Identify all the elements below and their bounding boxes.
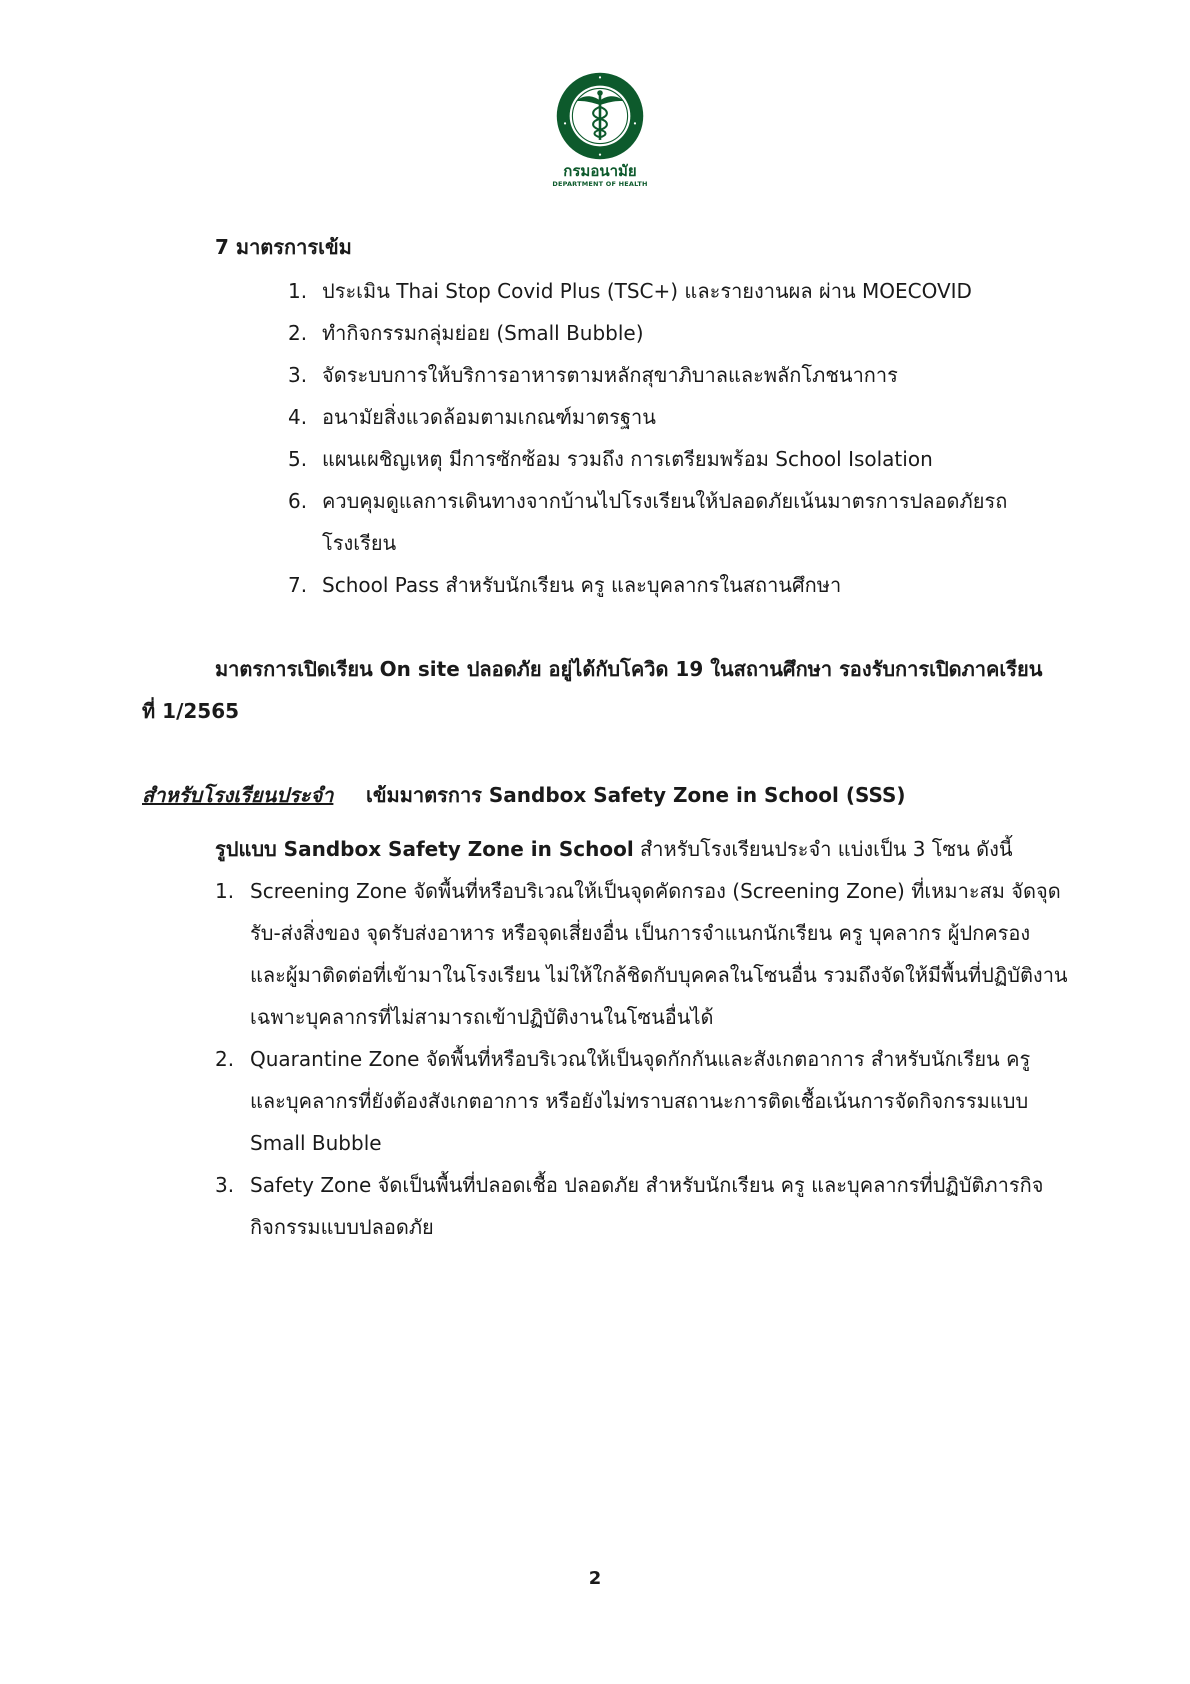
list-item-text: อนามัยสิ่งแวดล้อมตามเกณฑ์มาตรฐาน xyxy=(322,405,656,429)
list-item-text-continued: และผู้มาติดต่อที่เข้ามาในโรงเรียน ไม่ให้ใกล้ชิดกับบุคคลในโซนอื่น รวมถึงจัดให้มีพื้นที่ปฏิบัติงาน xyxy=(250,963,1068,987)
page-number: 2 xyxy=(588,1568,602,1589)
list-item-number: 6. xyxy=(288,489,308,513)
list-item-number: 1. xyxy=(288,279,308,303)
list-item-text-continued: กิจกรรมแบบปลอดภัย xyxy=(250,1215,434,1239)
section3-intro xyxy=(215,836,1013,862)
section1-heading: 7 มาตรการเข้ม xyxy=(215,235,352,259)
list-item-text: จัดระบบการให้บริการอาหารตามหลักสุขาภิบาลและพลักโภชนาการ xyxy=(322,363,898,387)
list-item-text: ประเมิน Thai Stop Covid Plus (TSC+) และรายงานผล ผ่าน MOECOVID xyxy=(322,279,972,303)
list-item-text: Screening Zone จัดพื้นที่หรือบริเวณให้เป็นจุดคัดกรอง (Screening Zone) ที่เหมาะสม จัดจุด xyxy=(250,879,1061,903)
list-item-text-continued: Small Bubble xyxy=(250,1131,382,1155)
logo-name-english: DEPARTMENT OF HEALTH xyxy=(552,180,648,188)
list-item-text-continued: เฉพาะบุคลากรที่ไม่สามารถเข้าปฏิบัติงานในโซนอื่นได้ xyxy=(250,1005,714,1029)
department-logo xyxy=(545,70,655,189)
section3-intro-bold: รูปแบบ Sandbox Safety Zone in School xyxy=(215,837,634,861)
list-item-text: แผนเผชิญเหตุ มีการซักซ้อม รวมถึง การเตรียมพร้อม School Isolation xyxy=(322,447,933,471)
list-item-number: 3. xyxy=(215,1173,235,1197)
list-item-number: 7. xyxy=(288,573,308,597)
list-item-text: Quarantine Zone จัดพื้นที่หรือบริเวณให้เป็นจุดกักกันและสังเกตอาการ สำหรับนักเรียน ครู xyxy=(250,1047,1031,1071)
section2-heading-line1: มาตรการเปิดเรียน On site ปลอดภัย อยู่ได้กับโควิด 19 ในสถานศึกษา รองรับการเปิดภาคเรียน xyxy=(215,657,1043,681)
list-item-text: ควบคุมดูแลการเดินทางจากบ้านไปโรงเรียนให้ปลอดภัยเน้นมาตรการปลอดภัยรถ xyxy=(322,489,1008,513)
section3-intro-rest: สำหรับโรงเรียนประจำ แบ่งเป็น 3 โซน ดังนี้ xyxy=(633,837,1013,861)
boarding-school-label: สำหรับโรงเรียนประจำ xyxy=(142,783,334,807)
logo-name-thai: กรมอนามัย xyxy=(563,162,637,180)
list-item-text-continued: และบุคลากรที่ยังต้องสังเกตอาการ หรือยังไม่ทราบสถานะการติดเชื้อเน้นการจัดกิจกรรมแบบ xyxy=(250,1089,1029,1113)
section3-title: เข้มมาตรการ Sandbox Safety Zone in School (SSS) xyxy=(366,783,906,807)
list-item-number: 5. xyxy=(288,447,308,471)
list-item-text-continued: โรงเรียน xyxy=(322,531,397,555)
section2-heading-line2: ที่ 1/2565 xyxy=(142,699,240,723)
list-item-number: 2. xyxy=(288,321,308,345)
list-item-text: School Pass สำหรับนักเรียน ครู และบุคลากรในสถานศึกษา xyxy=(322,573,842,597)
ministry-emblem-icon xyxy=(554,70,646,162)
list-item-text-continued: รับ-ส่งสิ่งของ จุดรับส่งอาหาร หรือจุดเสี่ยงอื่น เป็นการจำแนกนักเรียน ครู บุคลากร ผู้ปกครอง xyxy=(250,921,1031,945)
list-item-number: 2. xyxy=(215,1047,235,1071)
list-item-number: 4. xyxy=(288,405,308,429)
list-item-text: ทำกิจกรรมกลุ่มย่อย (Small Bubble) xyxy=(322,321,644,345)
list-item-number: 1. xyxy=(215,879,235,903)
list-item-text: Safety Zone จัดเป็นพื้นที่ปลอดเชื้อ ปลอดภัย สำหรับนักเรียน ครู และบุคลากรที่ปฏิบัติภารกิจ xyxy=(250,1173,1044,1197)
list-item-number: 3. xyxy=(288,363,308,387)
